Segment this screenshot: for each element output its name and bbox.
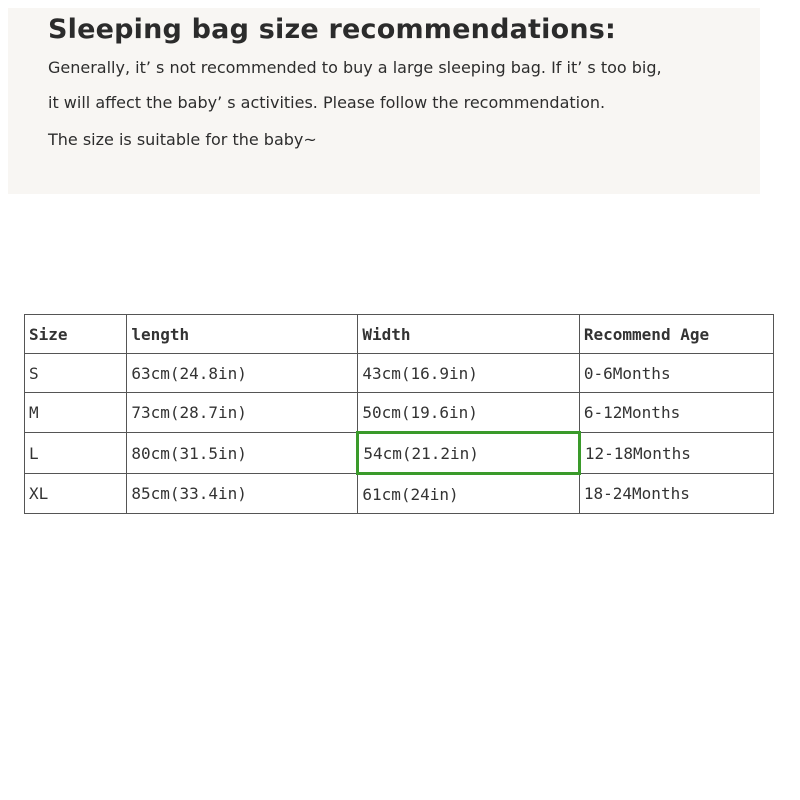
cell-length: 85cm(33.4in) — [127, 474, 358, 514]
table-row — [25, 433, 774, 474]
cell-size: XL — [25, 474, 127, 514]
cell-age: 18-24Months — [579, 474, 773, 514]
cell-width: 50cm(19.6in) — [358, 393, 580, 433]
size-chart-table — [24, 314, 774, 514]
header-recommend-age: Recommend Age — [579, 315, 773, 354]
cell-width: 43cm(16.9in) — [358, 354, 580, 393]
intro-line-3: The size is suitable for the baby~ — [48, 130, 317, 149]
cell-age: 0-6Months — [579, 354, 773, 393]
cell-width: 61cm(24in) — [358, 474, 580, 514]
table-row — [25, 474, 774, 514]
cell-length: 73cm(28.7in) — [127, 393, 358, 433]
header-width: Width — [358, 315, 580, 354]
table-row — [25, 393, 774, 433]
intro-line-1: Generally, it’ s not recommended to buy a large sleeping bag. If it’ s too big, — [48, 58, 662, 77]
table-header-row — [25, 315, 774, 354]
cell-length: 63cm(24.8in) — [127, 354, 358, 393]
header-length: length — [127, 315, 358, 354]
cell-size: L — [25, 433, 127, 474]
cell-length: 80cm(31.5in) — [127, 433, 358, 474]
header-size: Size — [25, 315, 127, 354]
cell-size: S — [25, 354, 127, 393]
intro-line-2: it will affect the baby’ s activities. Please follow the recommendation. — [48, 93, 606, 112]
page-title: Sleeping bag size recommendations: — [48, 14, 617, 45]
cell-age: 6-12Months — [579, 393, 773, 433]
table-row — [25, 354, 774, 393]
cell-size: M — [25, 393, 127, 433]
cell-age: 12-18Months — [579, 433, 773, 474]
cell-width-selected[interactable]: 54cm(21.2in) — [358, 433, 580, 474]
